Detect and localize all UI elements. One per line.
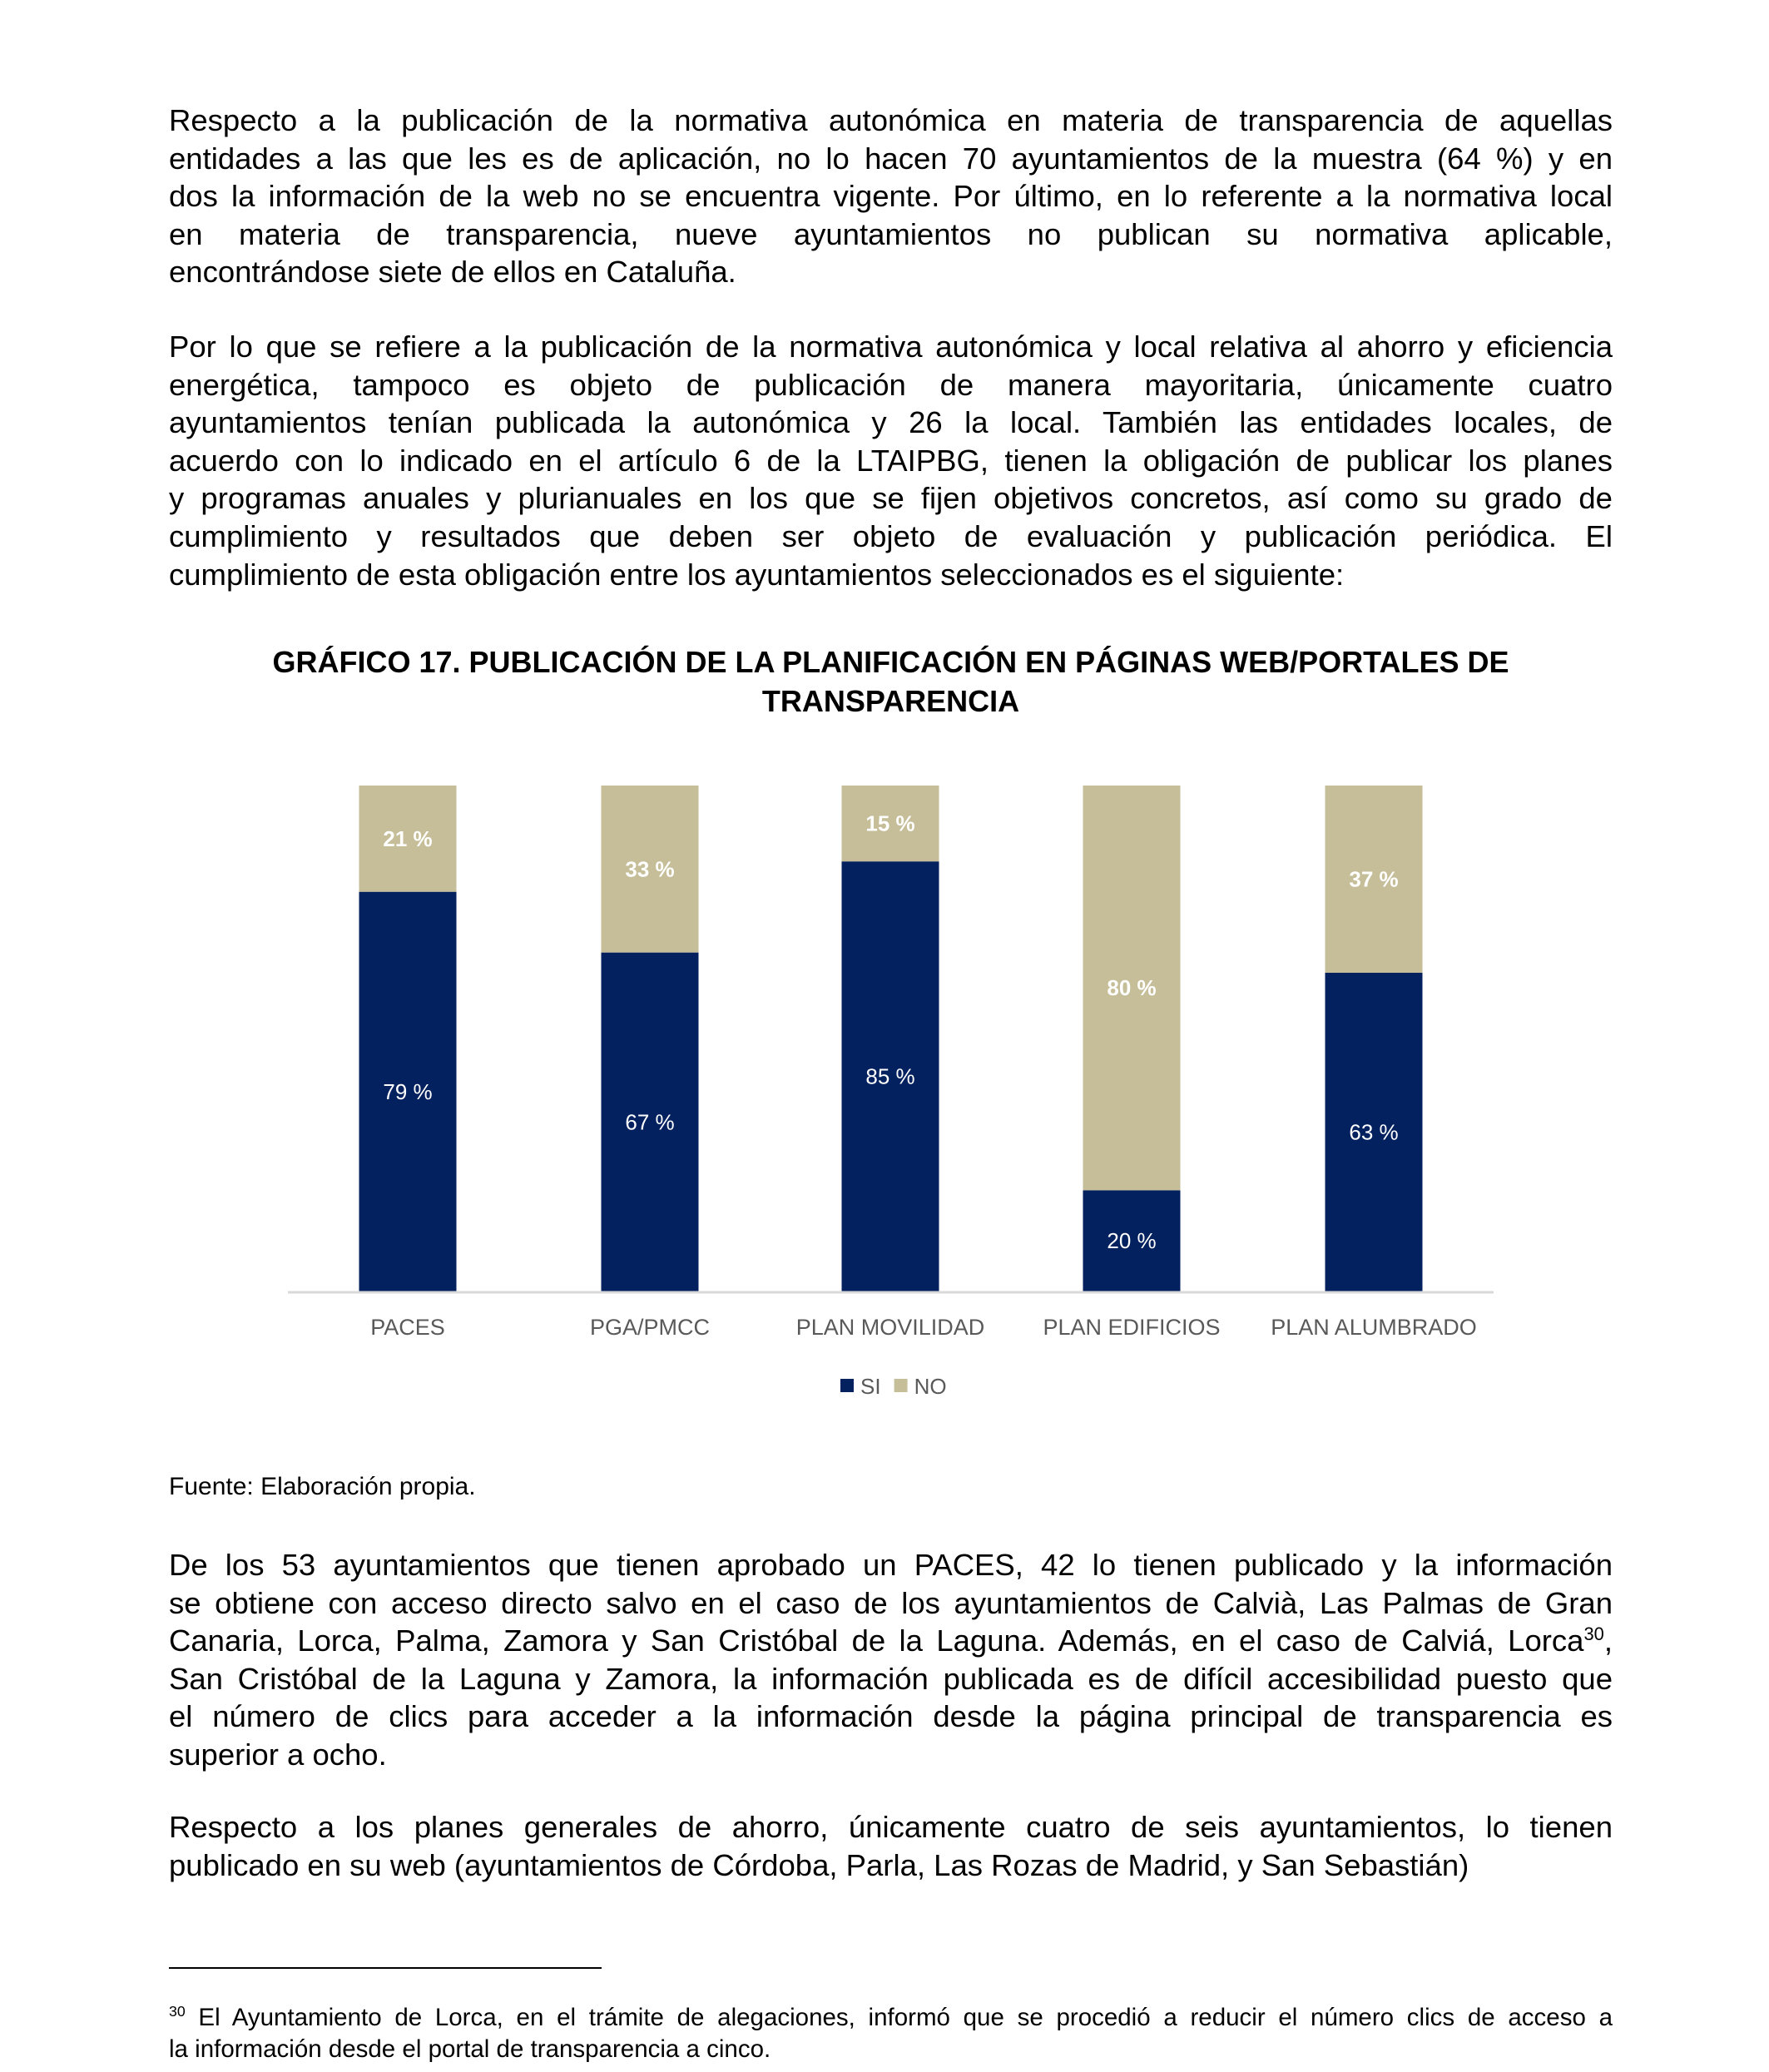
category-label: PLAN MOVILIDAD xyxy=(795,1315,985,1340)
body-paragraph xyxy=(169,102,1613,291)
line-text: publicado en su web (ayuntamientos de Córdoba, Parla, Las Rozas de Madrid, y San Sebastián) xyxy=(169,1847,1469,1882)
line-text: se obtiene con acceso directo salvo en el caso de los ayuntamientos de Calvià, Las Palmas de Gran xyxy=(169,1585,1613,1620)
data-label: 85 % xyxy=(865,1063,915,1089)
line-text: el número de clics para acceder a la información desde la página principal de transparencia es xyxy=(169,1699,1613,1734)
data-label: 15 % xyxy=(865,810,915,836)
paragraph-line xyxy=(169,1698,1613,1736)
paragraph-line xyxy=(169,479,1613,518)
paragraph-line xyxy=(169,1584,1613,1623)
paragraph-line xyxy=(169,1660,1613,1698)
footnote-reference[interactable]: 30 xyxy=(1583,1623,1604,1645)
footnote-line: la información desde el portal de transparencia a cinco. xyxy=(169,2035,771,2063)
paragraph-line xyxy=(169,556,1613,594)
footnote-line xyxy=(169,2002,1613,2034)
line-text: cumplimiento de esta obligación entre los ayuntamientos seleccionados es el siguiente: xyxy=(169,557,1345,592)
data-label: 20 % xyxy=(1107,1228,1157,1254)
category-label: PACES xyxy=(370,1315,445,1340)
figure-title-line: TRANSPARENCIA xyxy=(761,684,1020,718)
legend-label: SI xyxy=(860,1374,881,1399)
category-label: PGA/PMCC xyxy=(589,1315,711,1340)
line-text: entidades a las que les es de aplicación, no lo hacen 70 ayuntamientos de la muestra (64 %) y en xyxy=(169,141,1613,176)
legend-swatch xyxy=(894,1379,908,1392)
paragraph-line xyxy=(169,366,1613,404)
figure-title xyxy=(169,642,1613,721)
line-text: energética, tampoco es objeto de publicación de manera mayoritaria, únicamente cuatro xyxy=(169,367,1613,402)
paragraph-line xyxy=(169,1622,1613,1660)
category-label: PLAN EDIFICIOS xyxy=(1043,1315,1221,1340)
paragraph-line xyxy=(169,102,1613,140)
paragraph-line xyxy=(169,518,1613,556)
line-text: Canaria, Lorca, Palma, Zamora y San Cristóbal de la Laguna. Además, en el caso de Calviá, Lorca xyxy=(169,1623,1584,1658)
body-paragraph xyxy=(169,1546,1613,1774)
paragraph-line xyxy=(169,177,1613,216)
line-text: Respecto a los planes generales de ahorro, únicamente cuatro de seis ayuntamientos, lo tienen xyxy=(169,1810,1613,1844)
legend-swatch xyxy=(840,1379,854,1392)
paragraph-line xyxy=(169,1808,1613,1846)
paragraph-line xyxy=(169,1546,1613,1584)
footnote-number: 30 xyxy=(169,2003,186,2020)
line-text: dos la información de la web no se encuentra vigente. Por último, en lo referente a la normativa local xyxy=(169,179,1613,214)
stacked-bar-chart xyxy=(0,749,1769,1431)
data-label: 79 % xyxy=(383,1078,433,1104)
figure-title-line: GRÁFICO 17. PUBLICACIÓN DE LA PLANIFICACIÓN EN PÁGINAS WEB/PORTALES DE xyxy=(272,645,1509,679)
legend-label: NO xyxy=(914,1374,947,1399)
paragraph-line xyxy=(169,442,1613,480)
data-label: 63 % xyxy=(1349,1119,1399,1145)
footnote xyxy=(169,2002,1613,2065)
data-label: 33 % xyxy=(625,856,675,882)
line-text: San Cristóbal de la Laguna y Zamora, la información publicada es de difícil accesibilidad puesto que xyxy=(169,1661,1613,1696)
paragraph-line xyxy=(169,140,1613,178)
data-label: 37 % xyxy=(1349,866,1399,892)
paragraph-line xyxy=(169,253,1613,291)
line-text: en materia de transparencia, nueve ayuntamientos no publican su normativa aplicable, xyxy=(169,216,1613,251)
category-label: PLAN ALUMBRADO xyxy=(1271,1315,1477,1340)
body-paragraph xyxy=(169,328,1613,593)
line-text: Respecto a la publicación de la normativa autonómica en materia de transparencia de aquellas xyxy=(169,103,1613,137)
figure-source: Fuente: Elaboración propia. xyxy=(169,1473,476,1500)
body-paragraph xyxy=(169,1808,1613,1884)
line-text: De los 53 ayuntamientos que tienen aprobado un PACES, 42 lo tienen publicado y la información xyxy=(169,1548,1613,1582)
footnote-text: El Ayuntamiento de Lorca, en el trámite de alegaciones, informó que se procedió a reducir el número clics de acceso a xyxy=(198,2004,1613,2031)
paragraph-line xyxy=(169,216,1613,254)
footnote-divider xyxy=(169,1967,602,1969)
line-text: Por lo que se refiere a la publicación de la normativa autonómica y local relativa al ahorro y eficiencia xyxy=(169,330,1613,364)
line-text: y programas anuales y plurianuales en los que se fijen objetivos concretos, así como su grado de xyxy=(169,481,1613,516)
data-label: 21 % xyxy=(383,825,433,851)
data-label: 80 % xyxy=(1107,975,1157,1001)
paragraph-line xyxy=(169,404,1613,442)
line-text: superior a ocho. xyxy=(169,1737,387,1772)
line-text: ayuntamientos tenían publicada la autonómica y 26 la local. También las entidades locales, de xyxy=(169,405,1613,440)
paragraph-line xyxy=(169,1736,1613,1774)
line-text: , xyxy=(1603,1623,1613,1658)
line-text: encontrándose siete de ellos en Cataluña. xyxy=(169,255,736,290)
paragraph-line xyxy=(169,1846,1613,1885)
paragraph-line xyxy=(169,328,1613,366)
data-label: 67 % xyxy=(625,1109,675,1135)
line-text: acuerdo con lo indicado en el artículo 6 de la LTAIPBG, tienen la obligación de publicar los planes xyxy=(169,443,1613,478)
line-text: cumplimiento y resultados que deben ser objeto de evaluación y publicación periódica. El xyxy=(169,518,1613,553)
